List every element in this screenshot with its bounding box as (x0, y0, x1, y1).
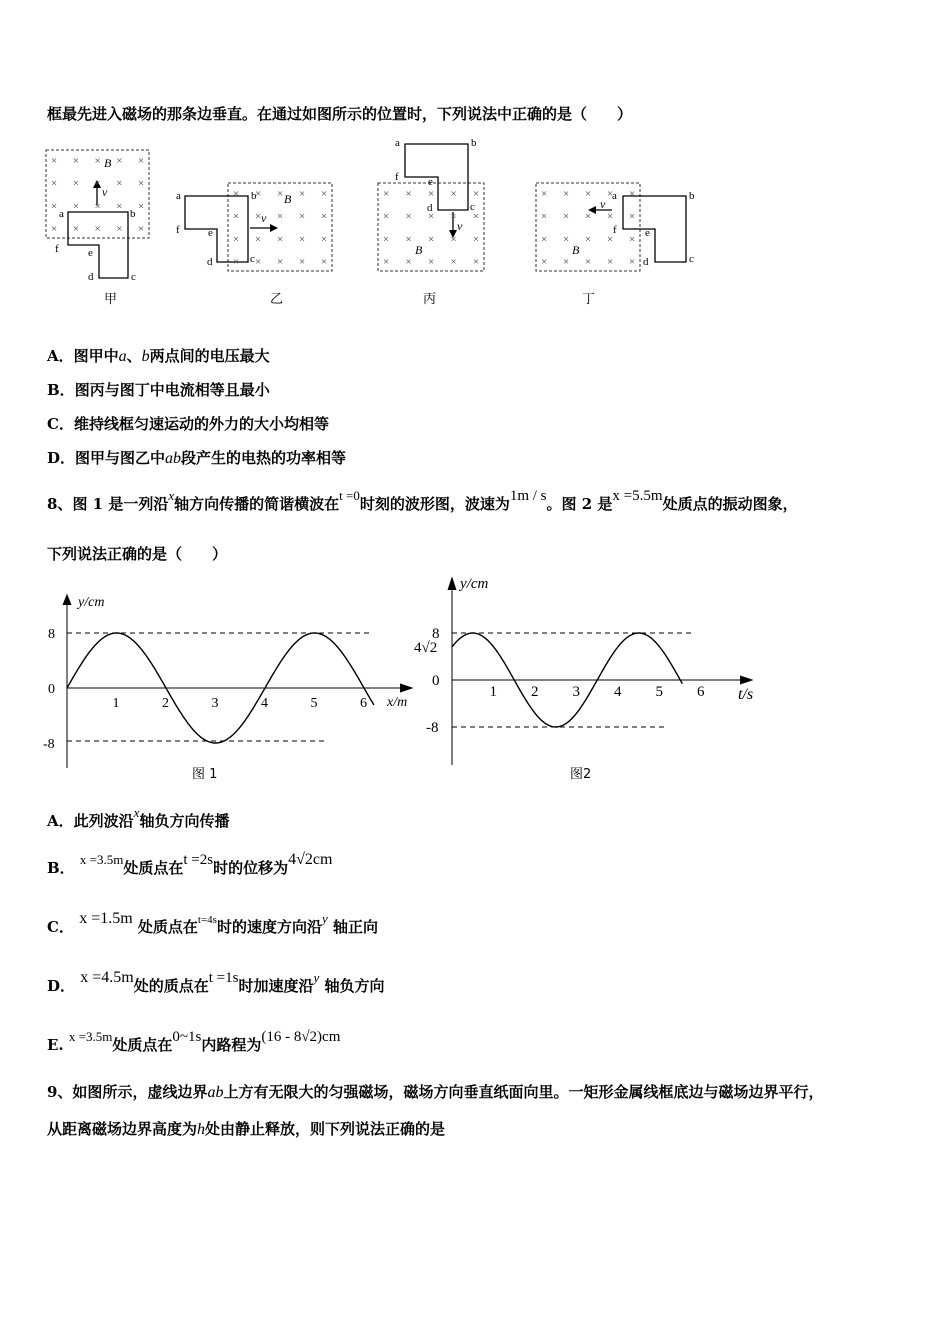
field-cross-mark: × (405, 256, 412, 268)
q9-stem-line1: 9、如图所示，虚线边界ab上方有无限大的匀强磁场，磁场方向垂直纸面向里。一矩形金属线框底边与磁场边界平行， (47, 1083, 824, 1101)
field-cross-mark: × (72, 155, 79, 167)
field-cross-mark: × (629, 210, 636, 223)
fig2-title: 图2 (570, 767, 592, 780)
field-cross-mark: × (563, 256, 570, 268)
svg-text:e: e (208, 227, 213, 239)
svg-text:d: d (427, 202, 433, 214)
field-cross-mark: × (450, 188, 457, 200)
field-cross-mark: × (72, 223, 79, 235)
chart-fig2 (400, 570, 760, 780)
svg-text:v: v (102, 185, 108, 199)
svg-text:b: b (471, 137, 477, 149)
field-cross-mark: × (277, 188, 284, 200)
field-cross-mark: × (277, 210, 284, 223)
field-cross-mark: × (405, 210, 412, 223)
fig2-x-tick: 4 (614, 684, 622, 700)
svg-text:b: b (689, 190, 695, 202)
svg-text:甲: 甲 (104, 291, 118, 306)
intro-text: 框最先进入磁场的那条边垂直。在通过如图所示的位置时，下列说法中正确的是（ ） (47, 105, 633, 123)
field-cross-mark: × (138, 155, 145, 167)
fig1-ylabel: y/cm (78, 595, 105, 610)
fig1-y-tick: 0 (48, 682, 55, 697)
svg-text:B: B (572, 243, 580, 257)
fig1-x-tick: 3 (211, 696, 219, 711)
field-cross-mark: × (299, 256, 306, 268)
svg-text:e: e (645, 227, 650, 239)
svg-text:v: v (261, 211, 267, 225)
q7-option-b: B．图丙与图丁中电流相等且最小 (47, 381, 270, 399)
q8-option-a: A．此列波沿x轴负方向传播 (47, 805, 230, 830)
svg-text:c: c (131, 271, 136, 283)
fig1-x-tick: 1 (112, 696, 120, 711)
field-cross-mark: × (541, 256, 548, 268)
field-cross-mark: × (428, 188, 435, 200)
field-cross-mark: × (51, 200, 58, 213)
field-cross-mark: × (233, 233, 240, 246)
field-cross-mark: × (72, 200, 79, 213)
fig1-xlabel: x/m (387, 695, 408, 710)
field-cross-mark: × (585, 256, 592, 268)
svg-text:v: v (457, 219, 463, 233)
field-cross-mark: × (321, 233, 328, 246)
field-cross-mark: × (277, 256, 284, 268)
field-cross-mark: × (51, 177, 58, 190)
field-cross-mark: × (233, 188, 240, 200)
svg-text:B: B (284, 192, 292, 206)
svg-text:B: B (415, 243, 423, 257)
fig2-y-tick: 8 (432, 626, 440, 642)
svg-text:d: d (643, 256, 649, 268)
fig2-x-tick: 3 (572, 684, 580, 700)
field-cross-mark: × (116, 223, 123, 235)
field-cross-mark: × (299, 233, 306, 246)
field-cross-mark: × (116, 155, 123, 167)
field-cross-mark: × (138, 200, 145, 213)
field-cross-mark: × (541, 210, 548, 223)
svg-text:c: c (470, 201, 475, 213)
q7-figures (0, 128, 950, 338)
fig2-y-tick: 4√2 (414, 639, 438, 656)
field-cross-mark: × (428, 256, 435, 268)
field-cross-mark: × (321, 256, 328, 268)
field-cross-mark: × (541, 233, 548, 246)
field-cross-mark: × (72, 177, 79, 190)
field-cross-mark: × (255, 188, 262, 200)
fig1-x-tick: 4 (261, 696, 268, 711)
fig2-x-tick: 6 (697, 684, 705, 700)
svg-text:a: a (612, 190, 617, 202)
fig2-x-tick: 2 (531, 684, 539, 700)
field-cross-mark: × (450, 210, 457, 223)
field-cross-mark: × (383, 188, 390, 200)
field-cross-mark: × (405, 188, 412, 200)
svg-text:丁: 丁 (582, 291, 596, 306)
field-cross-mark: × (563, 188, 570, 200)
field-cross-mark: × (94, 155, 101, 167)
fig1-title: 图 1 (192, 767, 218, 782)
q8-option-d: D． x =4.5m处的质点在t =1s时加速度沿y 轴负方向 (47, 969, 385, 995)
field-cross-mark: × (473, 256, 480, 268)
field-cross-mark: × (607, 233, 614, 246)
svg-text:a: a (176, 190, 181, 202)
field-cross-mark: × (51, 223, 58, 235)
field-cross-mark: × (255, 233, 262, 246)
fig1-x-tick: 6 (360, 696, 367, 711)
svg-text:d: d (88, 271, 94, 283)
svg-text:d: d (207, 256, 213, 268)
q8-stem-line2: 下列说法正确的是（ ） (47, 545, 228, 563)
fig1-x-tick: 5 (310, 696, 318, 711)
field-cross-mark: × (607, 210, 614, 223)
svg-text:e: e (428, 176, 433, 188)
field-cross-mark: × (94, 177, 101, 190)
field-cross-mark: × (473, 233, 480, 246)
field-cross-mark: × (255, 256, 262, 268)
fig2-y-tick: -8 (426, 720, 439, 736)
field-cross-mark: × (541, 188, 548, 200)
fig1-y-tick: 8 (48, 627, 55, 642)
q8-option-e: E. x =3.5m处质点在0~1s内路程为(16 - 8√2)cm (47, 1029, 341, 1054)
field-cross-mark: × (383, 233, 390, 246)
fig2-xlabel: t/s (738, 686, 754, 703)
svg-text:b: b (130, 208, 136, 220)
field-cross-mark: × (629, 233, 636, 246)
field-cross-mark: × (428, 210, 435, 223)
svg-text:e: e (88, 247, 93, 259)
svg-text:f: f (613, 224, 617, 236)
field-cross-mark: × (277, 233, 284, 246)
svg-text:v: v (600, 197, 606, 211)
chart-fig1 (30, 578, 420, 788)
field-cross-mark: × (255, 210, 262, 223)
field-cross-mark: × (299, 210, 306, 223)
field-cross-mark: × (607, 188, 614, 200)
field-cross-mark: × (116, 177, 123, 190)
fig1-x-tick: 2 (162, 696, 169, 711)
svg-text:丙: 丙 (423, 291, 437, 306)
field-cross-mark: × (585, 233, 592, 246)
field-cross-mark: × (383, 210, 390, 223)
q7-option-d: D．图甲与图乙中ab段产生的电热的功率相等 (47, 449, 347, 467)
q8-option-b: B． x =3.5m处质点在t =2s时的位移为4√2cm (47, 851, 333, 877)
field-cross-mark: × (450, 256, 457, 268)
fig2-y-tick: 0 (432, 673, 440, 689)
field-cross-mark: × (563, 210, 570, 223)
field-cross-mark: × (450, 233, 457, 246)
q7-option-a: A．图甲中a、b两点间的电压最大 (47, 347, 270, 365)
field-cross-mark: × (94, 223, 101, 235)
svg-text:f: f (55, 243, 59, 255)
field-cross-mark: × (629, 188, 636, 200)
svg-text:乙: 乙 (270, 291, 284, 306)
field-cross-mark: × (607, 256, 614, 268)
field-cross-mark: × (473, 210, 480, 223)
field-cross-mark: × (321, 210, 328, 223)
svg-text:f: f (176, 224, 180, 236)
field-cross-mark: × (473, 188, 480, 200)
svg-text:b: b (251, 190, 257, 202)
q8-stem: 8、图 1 是一列沿x轴方向传播的简谐横波在t =0时刻的波形图，波速为1m / s。图 2 是x =5.5m处质点的振动图象， (47, 488, 798, 513)
field-cross-mark: × (563, 233, 570, 246)
q8-option-c: C． x =1.5m 处质点在$^{t=4s}$时的速度方向沿y 轴正向 (47, 910, 378, 936)
fig2-x-tick: 5 (655, 684, 663, 700)
q7-option-c: C．维持线框匀速运动的外力的大小均相等 (47, 415, 329, 433)
field-cross-mark: × (51, 155, 58, 167)
svg-text:f: f (395, 171, 399, 183)
field-cross-mark: × (585, 210, 592, 223)
field-cross-mark: × (116, 200, 123, 213)
svg-text:B: B (104, 156, 112, 170)
svg-text:c: c (250, 253, 255, 265)
svg-text:a: a (59, 208, 64, 220)
field-cross-mark: × (629, 256, 636, 268)
svg-text:a: a (395, 137, 400, 149)
fig2-x-tick: 1 (489, 684, 497, 700)
field-cross-mark: × (383, 256, 390, 268)
fig2-ylabel: y/cm (460, 576, 489, 592)
field-cross-mark: × (233, 256, 240, 268)
field-cross-mark: × (405, 233, 412, 246)
fig1-y-tick: -8 (43, 737, 55, 752)
field-cross-mark: × (299, 188, 306, 200)
field-cross-mark: × (233, 210, 240, 223)
field-cross-mark: × (428, 233, 435, 246)
field-cross-mark: × (585, 188, 592, 200)
svg-text:c: c (689, 253, 694, 265)
q9-stem-line2: 从距离磁场边界高度为h处由静止释放，则下列说法正确的是 (47, 1120, 446, 1138)
field-cross-mark: × (138, 223, 145, 235)
field-cross-mark: × (321, 188, 328, 200)
field-cross-mark: × (138, 177, 145, 190)
field-cross-mark: × (94, 200, 101, 213)
